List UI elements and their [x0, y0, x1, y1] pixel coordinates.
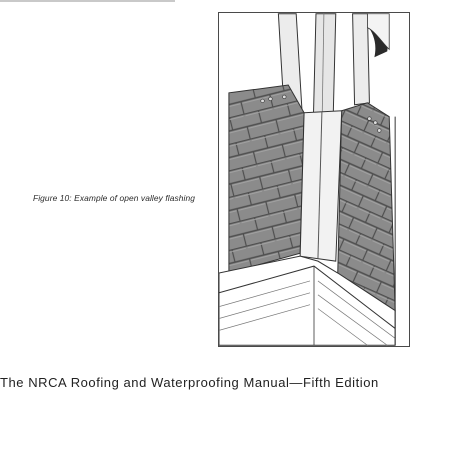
valley-flashing-drawing — [219, 13, 409, 346]
valley-flashing-illustration — [218, 12, 410, 347]
top-rule — [0, 0, 175, 2]
left-slate-field — [229, 85, 304, 273]
right-underlayment-strip — [353, 14, 370, 105]
manual-title-footer: The NRCA Roofing and Waterproofing Manual—Fifth Edition — [0, 375, 379, 390]
figure-caption: Figure 10: Example of open valley flashing — [33, 193, 196, 203]
